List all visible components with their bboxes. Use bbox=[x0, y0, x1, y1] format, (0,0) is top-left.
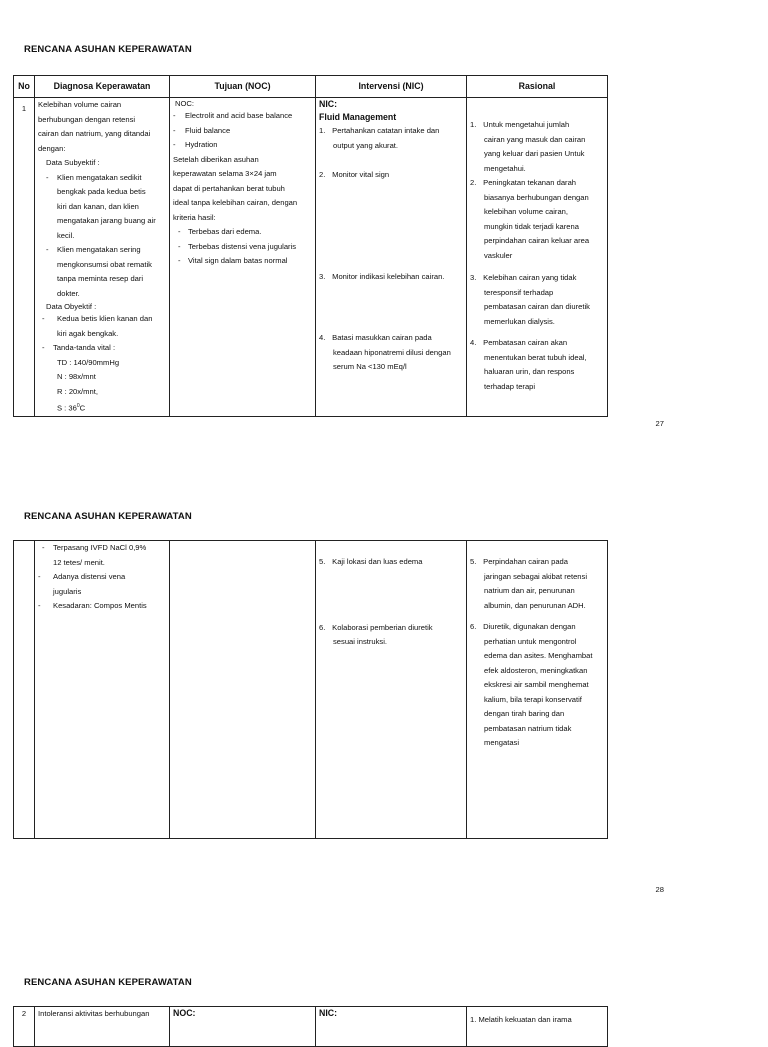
rationale-item: cairan yang masuk dan cairan bbox=[484, 134, 586, 144]
intervention-item: Kolaborasi pemberian diuretik bbox=[332, 622, 433, 632]
rationale-item: pembatasan natrium tidak bbox=[484, 723, 572, 733]
subjective-title: Data Subyektif : bbox=[46, 158, 100, 167]
row-number: 1 bbox=[14, 98, 35, 417]
rationale-item: perhatian untuk mengontrol bbox=[484, 636, 577, 646]
subjective-item: mengkonsumsi obat rematik bbox=[57, 259, 152, 269]
diagnosa-cell: Intoleransi aktivitas berhubungan bbox=[35, 1007, 170, 1047]
number-label: 1. bbox=[319, 126, 326, 135]
rationale-item: pembatasan cairan dan diuretik bbox=[484, 302, 590, 311]
rationale-item: edema dan asites. Menghambat bbox=[484, 651, 593, 660]
vital-td: TD : 140/90mmHg bbox=[57, 357, 120, 367]
rationale-item: terhadap terapi bbox=[484, 381, 536, 391]
rationale-item: ekskresi air sambil menghemat bbox=[484, 680, 589, 689]
objective-title: Data Obyektif : bbox=[46, 302, 97, 311]
intervensi-cell bbox=[316, 98, 467, 417]
rationale-item: Diuretik, digunakan dengan bbox=[483, 622, 576, 631]
vital-s-degree: 0 bbox=[76, 403, 80, 409]
rationale-item: jaringan sebagai akibat retensi bbox=[484, 571, 588, 581]
number-label: 2. bbox=[319, 170, 326, 179]
rationale-item: 1. Melatih kekuatan dan irama bbox=[467, 1007, 608, 1047]
number-label: 3. bbox=[319, 271, 326, 281]
number-label: 4. bbox=[319, 333, 326, 342]
intervensi-cell bbox=[316, 541, 467, 839]
criteria-item: Vital sign dalam batas normal bbox=[188, 256, 288, 265]
objective-item: jugularis bbox=[53, 586, 82, 596]
number-label: 1. bbox=[470, 120, 477, 129]
number-label: 2. bbox=[470, 178, 477, 187]
tujuan-text: Setelah diberikan asuhan bbox=[173, 154, 259, 164]
tujuan-cell: NOC: - Electrolit and acid base balance - Fluid balance - Hydration Setelah diberikan asuhan keperawatan selama 3×24 jam dapat di pertahankan berat tubuh ideal tanpa kelebihan cairan, dengan kriteria hasil: - Terbebas dari edema. - Terbebas distensi vena jugularis - Vital sign dalam batas normal bbox=[170, 98, 316, 417]
diagnosa-line: cairan dan natrium, yang ditandai bbox=[38, 129, 151, 138]
subjective-item: tanpa meminta resep dari bbox=[57, 274, 144, 283]
rationale-item: natrium dan air, penurunan bbox=[484, 586, 575, 595]
header-intervensi: Intervensi (NIC) bbox=[316, 76, 467, 98]
page-number: 27 bbox=[655, 419, 664, 428]
intervention-item: Kaji lokasi dan luas edema bbox=[332, 557, 423, 566]
number-label: 3. bbox=[470, 273, 477, 282]
diagnosa-cell: Kelebihan volume cairan berhubungan dengan retensi cairan dan natrium, yang ditandai dengan: Data Subyektif : - Klien mengatakan sedikit bengkak pada kedua betis kiri dan kanan, dan klien mengatakan jarang buang air kecil. - Klien mengatakan sering mengkonsumsi obat rematik tanpa meminta resep dari dokter. Data Obyektif : - Kedua betis klien kanan dan kiri agak bengkak. - Tanda-tanda vital : TD : 140/90mmHg N : 98x/mnt R : 20x/mnt, S : $36^0C$ bbox=[35, 98, 170, 417]
page-number: 28 bbox=[655, 885, 664, 894]
subjective-item: kiri dan kanan, dan klien bbox=[57, 201, 139, 211]
rationale-item: Kelebihan cairan yang tidak bbox=[483, 273, 577, 282]
rationale-item: haluaran urin, dan respons bbox=[484, 367, 575, 376]
fluid-management-label: Fluid Management bbox=[319, 112, 397, 122]
rationale-item: vaskuler bbox=[484, 250, 513, 260]
rationale-item: yang keluar dari pasien Untuk bbox=[484, 149, 585, 158]
rasional-cell bbox=[467, 541, 608, 839]
row-number-empty bbox=[14, 541, 35, 839]
rationale-item: mengetahui. bbox=[484, 163, 526, 173]
criteria-item: Terbebas distensi vena jugularis bbox=[188, 241, 297, 251]
section-title-page-28: RENCANA ASUHAN KEPERAWATAN bbox=[24, 511, 192, 522]
diagnosa-cell: - Terpasang IVFD NaCl 0,9% 12 tetes/ menit. - Adanya distensi vena jugularis - Kesadaran: Compos Mentis bbox=[35, 541, 170, 839]
header-no: No bbox=[14, 76, 35, 98]
subjective-item: mengatakan jarang buang air bbox=[57, 216, 156, 225]
section-title-page-27: RENCANA ASUHAN KEPERAWATAN bbox=[24, 44, 192, 55]
row-number: 2 bbox=[14, 1007, 35, 1047]
intervention-item: Monitor vital sign bbox=[332, 170, 390, 179]
nic-label: NIC: bbox=[316, 1007, 467, 1047]
subjective-item: bengkak pada kedua betis bbox=[57, 187, 146, 196]
diagnosa-line: berhubungan dengan retensi bbox=[38, 114, 136, 124]
rationale-item: dengan tirah baring dan bbox=[484, 709, 565, 718]
tujuan-cell-empty bbox=[170, 541, 316, 839]
vital-r: R : 20x/mnt, bbox=[57, 386, 98, 396]
rationale-item: mengatasi bbox=[484, 738, 520, 747]
noc-label: NOC: bbox=[170, 1007, 316, 1047]
subjective-item: kecil. bbox=[57, 230, 75, 240]
table-header-row bbox=[14, 76, 608, 98]
criteria-item: Terbebas dari edema. bbox=[188, 227, 262, 236]
rationale-item: Peningkatan tekanan darah bbox=[483, 178, 577, 187]
noc-label: NOC: bbox=[175, 99, 194, 108]
diagnosa-line: dengan: bbox=[38, 143, 66, 153]
rationale-item: Pembatasan cairan akan bbox=[483, 338, 568, 347]
noc-item: Electrolit and acid base balance bbox=[185, 111, 293, 120]
rationale-item: perpindahan cairan keluar area bbox=[484, 236, 590, 245]
rationale-item: kalium, bila terapi konservatif bbox=[484, 694, 582, 704]
header-tujuan: Tujuan (NOC) bbox=[170, 76, 316, 98]
care-plan-table-page-29 bbox=[13, 1006, 608, 1047]
number-label: 6. bbox=[470, 622, 477, 631]
intervention-item: Pertahankan catatan intake dan bbox=[332, 126, 440, 135]
subjective-item: Klien mengatakan sering bbox=[57, 245, 141, 254]
objective-item: Terpasang IVFD NaCl 0,9% bbox=[53, 543, 147, 552]
rationale-item: kelebihan volume cairan, bbox=[484, 207, 569, 216]
care-plan-table-page-27 bbox=[13, 75, 608, 417]
number-label: 6. bbox=[319, 622, 326, 632]
intervention-item: serum Na <130 mEq/l bbox=[333, 362, 407, 371]
objective-item: Kesadaran: Compos Mentis bbox=[53, 601, 147, 610]
number-label: 4. bbox=[470, 338, 477, 347]
rationale-item: biasanya berhubungan dengan bbox=[484, 192, 589, 202]
intervention-item: output yang akurat. bbox=[333, 140, 399, 150]
subjective-item: Klien mengatakan sedikit bbox=[57, 172, 142, 182]
intervention-item: Batasi masukkan cairan pada bbox=[332, 333, 432, 342]
vital-s: S : 36 bbox=[57, 403, 77, 413]
table-row bbox=[14, 98, 608, 417]
rationale-item: memerlukan dialysis. bbox=[484, 316, 555, 326]
table-row bbox=[14, 541, 608, 839]
number-label: 5. bbox=[470, 557, 477, 566]
noc-item: Hydration bbox=[185, 140, 218, 149]
section-title-page-29: RENCANA ASUHAN KEPERAWATAN bbox=[24, 977, 192, 988]
intervention-item: sesuai instruksi. bbox=[333, 637, 388, 646]
diagnosa-line: Kelebihan volume cairan bbox=[38, 100, 122, 109]
objective-item: kiri agak bengkak. bbox=[57, 328, 119, 338]
header-rasional: Rasional bbox=[467, 76, 608, 98]
care-plan-table-page-28 bbox=[13, 540, 608, 839]
number-label: 5. bbox=[319, 557, 326, 566]
tujuan-text: ideal tanpa kelebihan cairan, dengan bbox=[173, 198, 298, 207]
rationale-item: Perpindahan cairan pada bbox=[483, 557, 568, 566]
objective-item: 12 tetes/ menit. bbox=[53, 557, 105, 567]
intervention-item: Monitor indikasi kelebihan cairan. bbox=[332, 271, 445, 281]
rationale-item: albumin, dan penurunan ADH. bbox=[484, 600, 586, 610]
rationale-item: Untuk mengetahui jumlah bbox=[483, 120, 570, 129]
rationale-item: mungkin tidak terjadi karena bbox=[484, 221, 579, 231]
rationale-item: menentukan berat tubuh ideal, bbox=[484, 352, 587, 362]
objective-item: Adanya distensi vena bbox=[53, 572, 126, 581]
table-row bbox=[14, 1007, 608, 1047]
tujuan-text: kriteria hasil: bbox=[173, 212, 216, 222]
objective-item: Kedua betis klien kanan dan bbox=[57, 314, 153, 323]
rasional-cell bbox=[467, 98, 608, 417]
rationale-item: teresponsif terhadap bbox=[484, 287, 554, 297]
vital-n: N : 98x/mnt bbox=[57, 372, 96, 381]
nic-label: NIC: bbox=[319, 99, 338, 109]
tujuan-text: keperawatan selama 3×24 jam bbox=[173, 169, 277, 178]
rationale-item: efek aldosteron, meningkatkan bbox=[484, 665, 588, 675]
objective-item: Tanda-tanda vital : bbox=[53, 343, 116, 352]
noc-item: Fluid balance bbox=[185, 125, 231, 135]
intervention-item: keadaan hiponatremi dilusi dengan bbox=[333, 347, 451, 357]
subjective-item: dokter. bbox=[57, 288, 80, 298]
header-diagnosa: Diagnosa Keperawatan bbox=[35, 76, 170, 98]
vital-s-unit: C bbox=[79, 403, 86, 413]
tujuan-text: dapat di pertahankan berat tubuh bbox=[173, 183, 285, 193]
